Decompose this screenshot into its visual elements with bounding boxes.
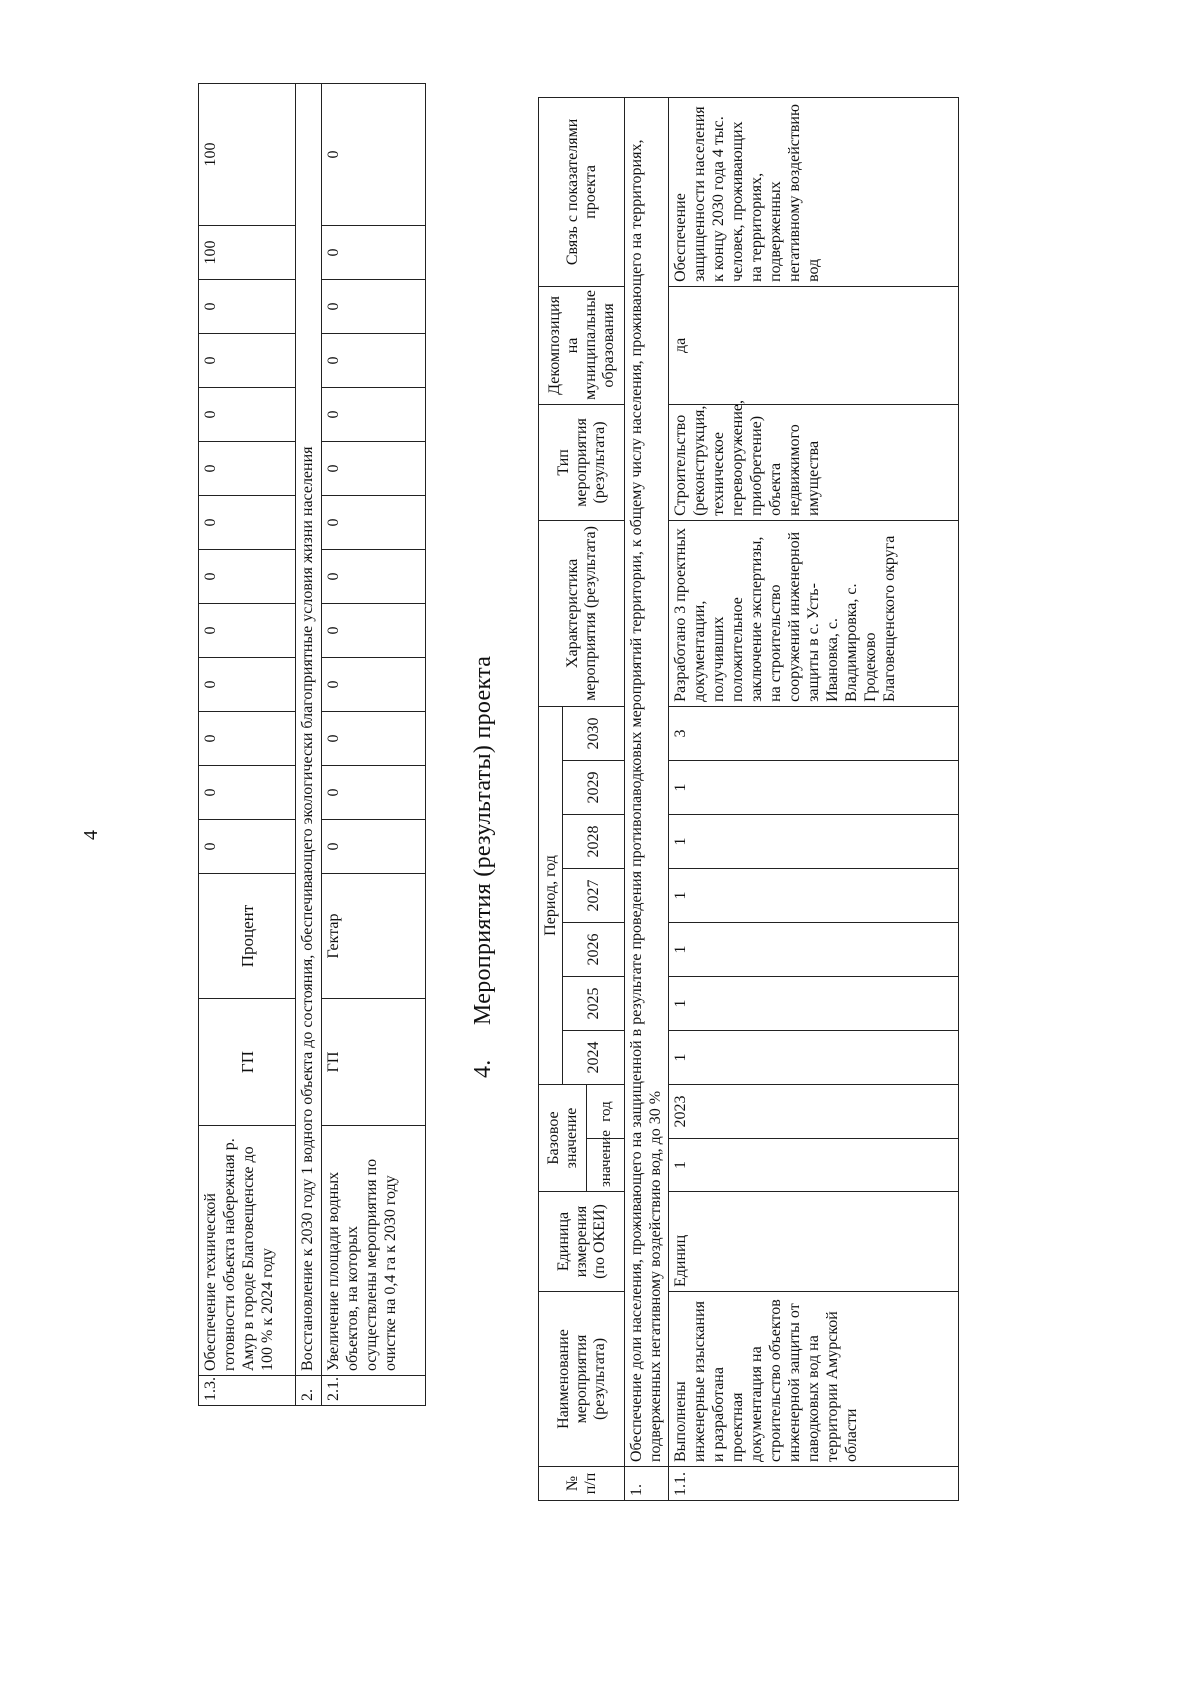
indicator-value: 0: [199, 442, 296, 496]
measure-link: Обеспечение защищенности населения к концу 2030 года 4 тыс. человек, проживающих на территориях, подверженных негативному воздействию вод: [669, 97, 959, 286]
indicator-value: 0: [199, 496, 296, 550]
indicator-value: 0: [322, 442, 426, 496]
header-year: 2030: [563, 706, 625, 760]
indicator-value: 0: [199, 658, 296, 712]
indicator-value: 0: [322, 712, 426, 766]
header-decomposition: Декомпозиция на муниципальные образования: [539, 286, 625, 404]
indicator-value: 0: [322, 226, 426, 280]
indicator-value: 0: [322, 496, 426, 550]
measures-table: [538, 97, 959, 1501]
indicator-number: 2.1.: [322, 1376, 426, 1406]
indicator-unit: Процент: [199, 874, 296, 999]
measure-year-value: 1: [669, 976, 959, 1030]
measure-name: Выполнены инженерные изыскания и разработана проектная документация на строительство объектов инженерной защиты от паводковых вод на территории Амурской области: [669, 1292, 959, 1467]
measure-year-value: 1: [669, 1030, 959, 1084]
measure-decomposition: да: [669, 286, 959, 404]
indicator-value: 0: [199, 604, 296, 658]
indicator-name: Увеличение площади водных объектов, на которых осуществлены мероприятия по очистке на 0,4 га к 2030 году: [322, 1126, 426, 1376]
indicators-table: [198, 83, 426, 1406]
indicator-value: 0: [322, 280, 426, 334]
section-number: 2.: [296, 1376, 322, 1406]
measure-type: Строительство (реконструкция, техническое перевооружение, приобретение) объекта недвижимого имущества: [669, 404, 959, 520]
measure-year-value: 3: [669, 706, 959, 760]
header-row: [539, 97, 563, 1500]
measure-row: [669, 97, 959, 1500]
indicator-value: 0: [322, 334, 426, 388]
indicator-value: 0: [322, 820, 426, 874]
header-base-value: значение: [587, 1139, 625, 1192]
section-heading-number: 4.: [470, 1059, 496, 1078]
measure-characteristic: Разработано 3 проектных документации, получивших положительное заключение экспертизы, на строительство сооружений инженерной защиты в с. Усть-Ивановка, с. Владимировка, с. Гродеково Благовещенского округа: [669, 520, 959, 706]
indicator-value-final: 100: [199, 84, 296, 226]
indicator-value: 100: [199, 226, 296, 280]
section-heading: [470, 656, 497, 1078]
measure-year-value: 1: [669, 814, 959, 868]
header-period: Период, год: [539, 706, 563, 1084]
header-type: Тип мероприятия (результата): [539, 404, 625, 520]
measure-number: 1.1.: [669, 1467, 959, 1501]
indicator-value: 0: [199, 334, 296, 388]
indicator-level: ГП: [322, 999, 426, 1126]
measures-section-row: [625, 97, 669, 1500]
header-unit: Единица измерения (по ОКЕИ): [539, 1192, 625, 1292]
header-year: 2024: [563, 1030, 625, 1084]
measure-year-value: 1: [669, 922, 959, 976]
measure-base-year: 2023: [669, 1084, 959, 1138]
indicator-value: 0: [199, 280, 296, 334]
indicator-level: ГП: [199, 999, 296, 1126]
measures-section-number: 1.: [625, 1467, 669, 1501]
indicator-unit: Гектар: [322, 874, 426, 999]
header-name: Наименование мероприятия (результата): [539, 1292, 625, 1467]
measure-year-value: 1: [669, 760, 959, 814]
indicator-name: Обеспечение технической готовности объекта набережная р. Амур в городе Благовещенске до 100 % к 2024 году: [199, 1126, 296, 1376]
page-number: 4: [80, 830, 102, 840]
indicator-value: 0: [322, 604, 426, 658]
indicator-value: 0: [199, 550, 296, 604]
section-heading-title: Мероприятия (результаты) проекта: [470, 655, 496, 1026]
indicator-value: 0: [199, 712, 296, 766]
indicator-row: [199, 84, 296, 1406]
header-number: № п/п: [539, 1467, 625, 1501]
section-title: Восстановление к 2030 году 1 водного объекта до состояния, обеспечивающего экологически благоприятные условия жизни населения: [296, 84, 322, 1376]
indicator-value: 0: [322, 388, 426, 442]
indicator-value: 0: [199, 820, 296, 874]
header-year: 2025: [563, 976, 625, 1030]
header-link: Связь с показателями проекта: [539, 97, 625, 286]
measure-unit: Единиц: [669, 1192, 959, 1292]
header-base: Базовое значение: [539, 1084, 587, 1191]
indicator-value-final: 0: [322, 84, 426, 226]
indicator-value: 0: [322, 658, 426, 712]
indicator-number: 1.3.: [199, 1376, 296, 1406]
measure-year-value: 1: [669, 868, 959, 922]
indicator-row: [322, 84, 426, 1406]
measures-section-title: Обеспечение доли населения, проживающего на защищенной в результате проведения противопаводковых мероприятий территории, к общему числу населения, проживающего на территориях, подверженных негативному воздействию вод, до 30 %: [625, 97, 669, 1466]
header-base-year: год: [587, 1084, 625, 1138]
header-year: 2027: [563, 868, 625, 922]
section-row: [296, 84, 322, 1406]
measure-base-value: 1: [669, 1139, 959, 1192]
indicator-value: 0: [322, 766, 426, 820]
header-year: 2026: [563, 922, 625, 976]
indicator-value: 0: [199, 388, 296, 442]
header-characteristic: Характеристика мероприятия (результата): [539, 520, 625, 706]
indicator-value: 0: [322, 550, 426, 604]
indicator-value: 0: [199, 766, 296, 820]
header-year: 2028: [563, 814, 625, 868]
header-year: 2029: [563, 760, 625, 814]
